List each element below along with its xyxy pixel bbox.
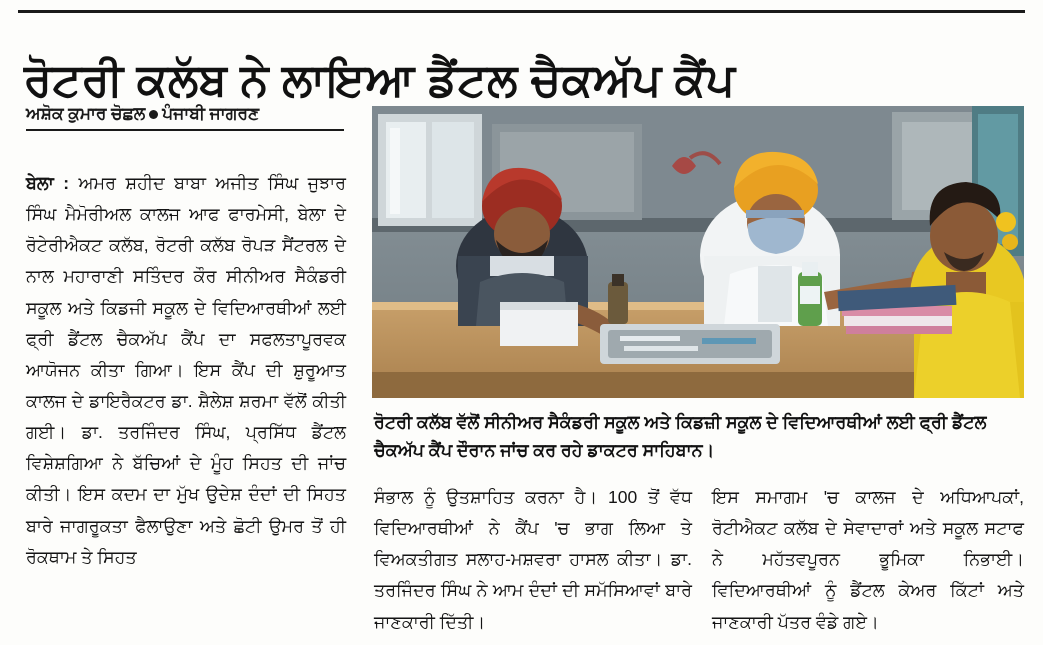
- article-body-left-column: [26, 168, 346, 573]
- body-text-left: ਅਮਰ ਸ਼ਹੀਦ ਬਾਬਾ ਅਜੀਤ ਸਿੰਘ ਜੁਝਾਰ ਸਿੰਘ ਮੈਮੋਰੀਅਲ ਕਾਲਜ ਆਫ ਫਾਰਮੇਸੀ, ਬੇਲਾ ਦੇ ਰੋਟੇਰੀਐਕਟ ਕਲੱਬ, ਰੋਟਰੀ ਕਲੱਬ ਰੋਪੜ ਸੈਂਟਰਲ ਦੇ ਨਾਲ ਮਹਾਰਾਣੀ ਸਤਿੰਦਰ ਕੌਰ ਸੀਨੀਅਰ ਸੈਕੰਡਰੀ ਸਕੂਲ ਅਤੇ ਕਿਡਜੀ ਸਕੂਲ ਦੇ ਵਿਦਿਆਰਥੀਆਂ ਲਈ ਫ੍ਰੀ ਡੈਂਟਲ ਚੈਕਅੱਪ ਕੈਂਪ ਦਾ ਸਫਲਤਾਪੂਰਵਕ ਆਯੋਜਨ ਕੀਤਾ ਗਿਆ। ਇਸ ਕੈਂਪ ਦੀ ਸ਼ੁਰੂਆਤ ਕਾਲਜ ਦੇ ਡਾਇਰੈਕਟਰ ਡਾ. ਸ਼ੈਲੇਸ਼ ਸ਼ਰਮਾ ਵੱਲੋਂ ਕੀਤੀ ਗਈ। ਡਾ. ਤਰਜਿੰਦਰ ਸਿੰਘ, ਪ੍ਰਸਿੱਧ ਡੈਂਟਲ ਵਿਸ਼ੇਸ਼ਗਿਆ ਨੇ ਬੱਚਿਆਂ ਦੇ ਮੂੰਹ ਸਿਹਤ ਦੀ ਜਾਂਚ ਕੀਤੀ। ਇਸ ਕਦਮ ਦਾ ਮੁੱਖ ਉਦੇਸ਼ ਦੰਦਾਂ ਦੀ ਸਿਹਤ ਬਾਰੇ ਜਾਗਰੂਕਤਾ ਫੈਲਾਉਣਾ ਅਤੇ ਛੋਟੀ ਉਮਰ ਤੋਂ ਹੀ ਰੋਕਥਾਮ ਤੇ ਸਿਹਤ: [26, 173, 346, 567]
- photo-illustration: [372, 106, 1024, 398]
- top-rule: [18, 10, 1025, 13]
- article-body-middle-column: ਸੰਭਾਲ ਨੂੰ ਉਤਸ਼ਾਹਿਤ ਕਰਨਾ ਹੈ। 100 ਤੋਂ ਵੱਧ ਵਿਦਿਆਰਥੀਆਂ ਨੇ ਕੈਂਪ 'ਚ ਭਾਗ ਲਿਆ ਤੇ ਵਿਅਕਤੀਗਤ ਸਲਾਹ-ਮਸ਼ਵਰਾ ਹਾਸਲ ਕੀਤਾ। ਡਾ. ਤਰਜਿੰਦਰ ਸਿੰਘ ਨੇ ਆਮ ਦੰਦਾਂ ਦੀ ਸਮੱਸਿਆਵਾਂ ਬਾਰੇ ਜਾਣਕਾਰੀ ਦਿੱਤੀ।: [374, 487, 692, 632]
- byline-source: ਪੰਜਾਬੀ ਜਾਗਰਣ: [162, 104, 260, 123]
- page-title: ਰੋਟਰੀ ਕਲੱਬ ਨੇ ਲਾਇਆ ਡੈਂਟਲ ਚੈਕਅੱਪ ਕੈਂਪ: [24, 54, 736, 106]
- article-body-right-column: ਇਸ ਸਮਾਗਮ 'ਚ ਕਾਲਜ ਦੇ ਅਧਿਆਪਕਾਂ, ਰੋਟੀਐਕਟ ਕਲੱਬ ਦੇ ਸੇਵਾਦਾਰਾਂ ਅਤੇ ਸਕੂਲ ਸਟਾਫ ਨੇ ਮਹੱਤਵਪੂਰਨ ਭੂਮਿਕਾ ਨਿਭਾਈ। ਵਿਦਿਆਰਥੀਆਂ ਨੂੰ ਡੈਂਟਲ ਕੇਅਰ ਕਿੱਟਾਂ ਅਤੇ ਜਾਣਕਾਰੀ ਪੱਤਰ ਵੰਡੇ ਗਏ।: [712, 487, 1024, 632]
- byline-author: ਅਸ਼ੋਕ ਕੁਮਾਰ ਚੋਛਲ: [26, 104, 146, 123]
- photo-caption: ਰੋਟਰੀ ਕਲੱਬ ਵੱਲੋਂ ਸੀਨੀਅਰ ਸੈਕੰਡਰੀ ਸਕੂਲ ਅਤੇ ਕਿਡਜ਼ੀ ਸਕੂਲ ਦੇ ਵਿਦਿਆਰਥੀਆਂ ਲਈ ਫ੍ਰੀ ਡੈਂਟਲ ਚੈਕਅੱਪ ਕੈਂਪ ਦੌਰਾਨ ਜਾਂਚ ਕਰ ਰਹੇ ਡਾਕਟਰ ਸਾਹਿਬਾਨ।: [374, 412, 987, 461]
- article-photo: [372, 106, 1024, 398]
- byline-rule: [26, 129, 344, 131]
- dateline: ਬੇਲਾ :: [26, 173, 70, 193]
- byline: [26, 104, 356, 124]
- bullet-separator-icon: [149, 110, 158, 119]
